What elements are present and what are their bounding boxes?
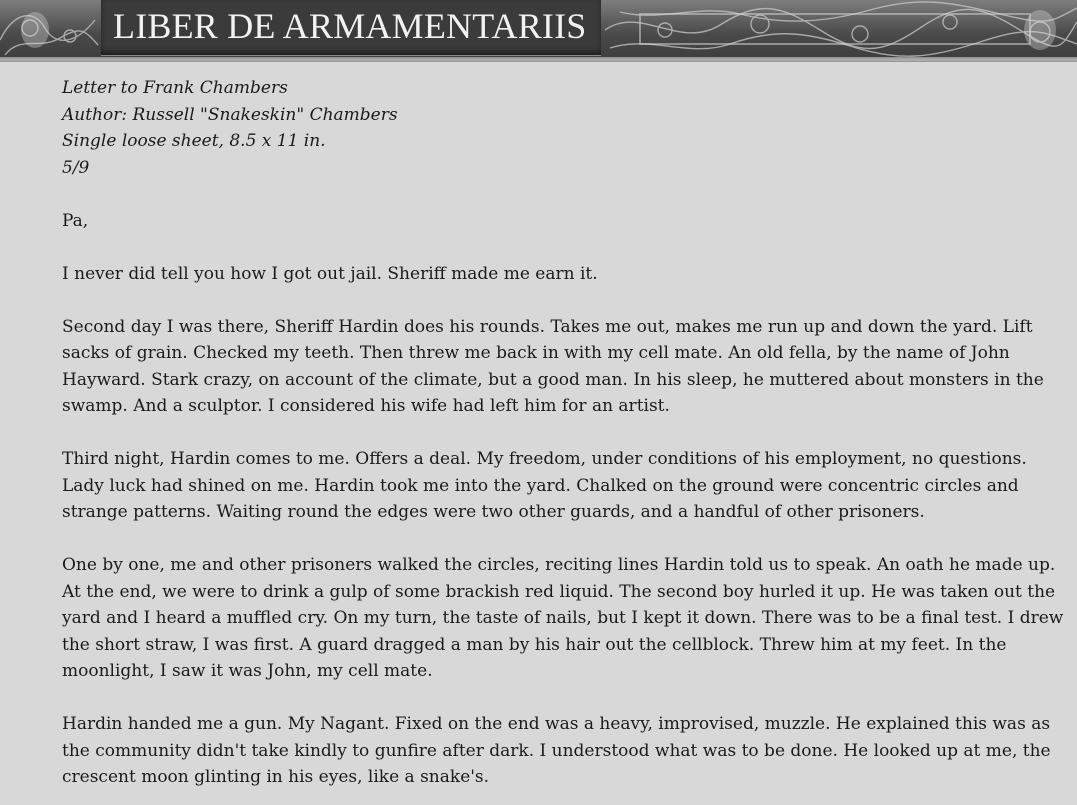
document-title: Letter to Frank Chambers [62, 78, 288, 98]
banner-rim [0, 57, 1077, 62]
document-format: Single loose sheet, 8.5 x 11 in. [62, 131, 326, 151]
letter-paragraph-2: Second day I was there, Sheriff Hardin does his rounds. Takes me out, makes me run up and down the yard. Lift sacks of grain. Checked my teeth. Then threw me back in with my cell mate. An old fella, by the name of John Hayward. Stark crazy, on account of the climate, but a good man. In his sleep, he muttered about monsters in the swamp. And a sculptor. I considered his wife had left him for an artist. [62, 316, 1044, 416]
letter-salutation: Pa, [62, 210, 89, 231]
site-title[interactable]: LIBER DE ARMAMENTARIIS [113, 6, 587, 46]
letter-paragraph-1: I never did tell you how I got out jail. Sheriff made me earn it. [62, 263, 598, 284]
header-banner [0, 0, 1077, 62]
document-page-number: 5/9 [62, 157, 90, 178]
letter-paragraph-3: Third night, Hardin comes to me. Offers a deal. My freedom, under conditions of his employment, no questions. Lady luck had shined on me. Hardin took me into the yard. Chalked on the ground were concentric circles and strange patterns. Waiting round the edges were two other guards, and a handful of other prisoners. [62, 449, 1027, 522]
letter-body [62, 75, 1070, 791]
letter-paragraph-5: Hardin handed me a gun. My Nagant. Fixed on the end was a heavy, improvised, muzzle. He explained this was as the community didn't take kindly to gunfire after dark. I understood what was to be done. He looked up at me, the crescent moon glinting in his eyes, like a snake's. [62, 714, 1051, 787]
letter-paragraph-4: One by one, me and other prisoners walked the circles, reciting lines Hardin told us to speak. An oath he made up. At the end, we were to drink a gulp of some brackish red liquid. The second boy hurled it up. He was taken out the yard and I heard a muffled cry. On my turn, the taste of nails, but I kept it down. There was to be a final test. I drew the short straw, I was first. A guard dragged a man by his hair out the cellblock. Threw him at my feet. In the moonlight, I saw it was John, my cell mate. [62, 555, 1064, 681]
title-plate [101, 0, 601, 55]
document-author: Author: Russell "Snakeskin" Chambers [62, 104, 398, 125]
